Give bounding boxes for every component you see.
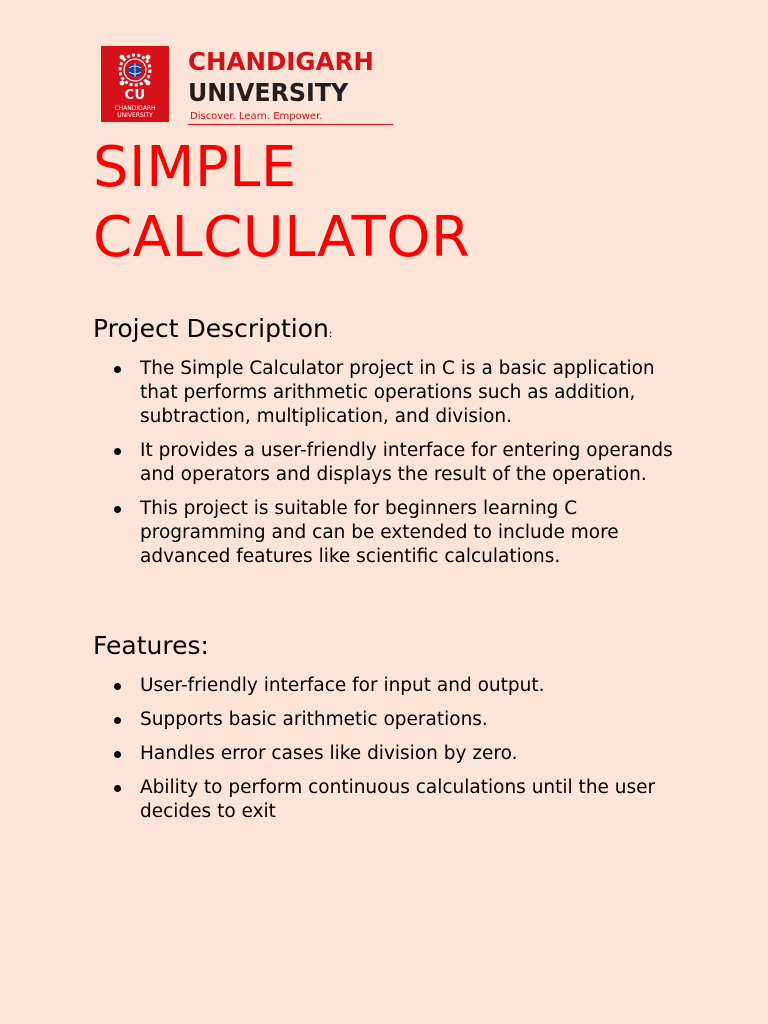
logo-tagline: Discover. Learn. Empower. (190, 111, 323, 122)
page-title-line-1: SIMPLE (93, 135, 297, 200)
feature-item-text: Ability to perform continuous calculations until the user decides to exit (140, 777, 656, 822)
feature-item-text: User-friendly interface for input and output. (140, 675, 545, 696)
badge-line-2: UNIVERSITY (117, 112, 153, 119)
description-heading-text: Project Description (93, 314, 329, 343)
bullet-icon (114, 717, 121, 724)
badge-monogram: CU (124, 88, 146, 103)
description-item-text: It provides a user-friendly interface for entering operands and operators and displays the result of the operation. (140, 440, 673, 485)
feature-list-item (93, 776, 693, 824)
feature-list-item (93, 708, 693, 732)
description-heading-colon: : (328, 329, 333, 340)
logo-underline (188, 124, 393, 125)
description-heading (93, 313, 332, 351)
page-title-line-2: CALCULATOR (93, 205, 471, 270)
feature-list-item (93, 674, 693, 698)
description-list-item (93, 497, 693, 569)
description-item-text: This project is suitable for beginners learning C programming and can be extended to include more advanced features like scientific calculations. (140, 498, 619, 567)
feature-list-item (93, 742, 693, 766)
bullet-icon (114, 448, 121, 455)
logo-title-line-1: CHANDIGARH (188, 47, 374, 76)
features-heading: Features: (93, 631, 209, 660)
features-list (93, 674, 693, 834)
bullet-icon (114, 366, 121, 373)
bullet-icon (114, 683, 121, 690)
university-logo (101, 46, 411, 126)
description-item-text: The Simple Calculator project in C is a basic application that performs arithmetic operations such as addition, subtraction, multiplication, and division. (140, 358, 655, 427)
badge-line-1: CHANDIGARH (114, 105, 156, 112)
description-list-item (93, 357, 693, 429)
bullet-icon (114, 506, 121, 513)
logo-title-line-2: UNIVERSITY (188, 78, 349, 107)
page-title (93, 133, 470, 273)
bullet-icon (114, 785, 121, 792)
bullet-icon (114, 751, 121, 758)
feature-item-text: Handles error cases like division by zero. (140, 743, 518, 764)
description-list-item (93, 439, 693, 487)
feature-item-text: Supports basic arithmetic operations. (140, 709, 488, 730)
description-list (93, 357, 693, 579)
logo-badge (101, 46, 169, 122)
